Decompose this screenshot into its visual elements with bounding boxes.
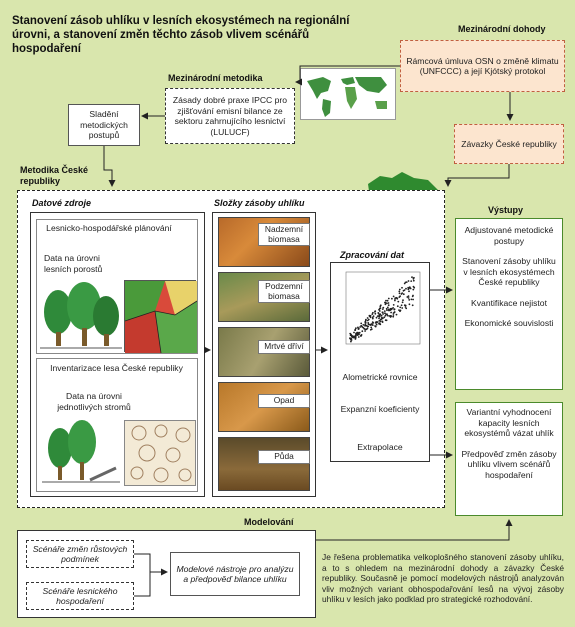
header-czech-methodology: Metodika České republiky [20, 165, 89, 186]
scatter-point [367, 322, 369, 324]
scatter-point [378, 317, 380, 319]
scatter-point [370, 317, 372, 319]
scatter-point [372, 312, 374, 314]
scatter-point [397, 305, 399, 307]
scatter-point [403, 293, 405, 295]
scatter-point [402, 299, 404, 301]
scatter-point [358, 328, 360, 330]
scatter-point [403, 290, 405, 292]
scatter-point [393, 314, 395, 316]
scatter-point [400, 310, 402, 312]
growth-scenarios-box: Scénáře změn růstových podmínek [26, 540, 134, 568]
scatter-point [391, 308, 393, 310]
scatter-point [387, 307, 389, 309]
processing-expansion: Expanzní koeficienty [340, 404, 420, 414]
scatter-point [362, 324, 364, 326]
scatter-point [360, 323, 362, 325]
scatter-point [355, 337, 357, 339]
scatter-point [388, 298, 390, 300]
scatter-point [380, 319, 382, 321]
scatter-point [350, 341, 352, 343]
scatter-point [391, 298, 393, 300]
scatter-point [401, 304, 403, 306]
header-intl-methodology: Mezinárodní metodika [168, 73, 263, 83]
scatter-point [386, 303, 388, 305]
component-deadwood: Mrtvé dříví [258, 340, 310, 354]
scatter-point [409, 286, 411, 288]
scatter-point [371, 328, 373, 330]
output-variant-evaluation: Variantní vyhodnocení kapacity lesních ekosystémů vázat uhlík [464, 407, 554, 438]
scatter-point [413, 277, 415, 279]
world-map [300, 68, 396, 120]
scatter-point [353, 337, 355, 339]
czech-commitments-box: Závazky České republiky [454, 124, 564, 164]
scatter-point [360, 325, 362, 327]
scatter-point [379, 324, 381, 326]
scatter-point [392, 316, 394, 318]
scatter-point [380, 304, 382, 306]
scatter-point [394, 311, 396, 313]
output-carbon-stock: Stanovení zásoby uhlíku v lesních ekosystémech České republiky [462, 256, 556, 287]
scatter-point [365, 322, 367, 324]
scatter-point [377, 312, 379, 314]
scatter-point [399, 307, 401, 309]
scatter-point [349, 338, 351, 340]
scatter-point [388, 302, 390, 304]
scatter-point [364, 325, 366, 327]
header-outputs: Výstupy [488, 205, 524, 215]
scatter-point [374, 313, 376, 315]
scatter-point [396, 297, 398, 299]
management-scenarios-box: Scénáře lesnického hospodaření [26, 582, 134, 610]
scatter-point [376, 324, 378, 326]
component-soil: Půda [258, 450, 310, 464]
scatter-point [401, 307, 403, 309]
scatter-point [394, 298, 396, 300]
scatter-point [398, 296, 400, 298]
scatter-point [354, 329, 356, 331]
scatter-point [378, 314, 380, 316]
scatter-point [364, 330, 366, 332]
scatter-point [361, 330, 363, 332]
scatter-point [394, 308, 396, 310]
scatter-point [375, 322, 377, 324]
scatter-point [367, 317, 369, 319]
forest-plans-label: Lesnicko-hospodářské plánování [46, 223, 172, 233]
scatter-point [350, 339, 352, 341]
scatter-point [372, 321, 374, 323]
header-carbon-components: Složky zásoby uhlíku [214, 198, 305, 208]
scatter-point [358, 333, 360, 335]
scatter-point [381, 317, 383, 319]
scatter-point [412, 304, 414, 306]
ipcc-box: Zásady dobré praxe IPCC pro zjišťování emisní bilance ze sektoru zahrnujícího lesnictví (LULUCF) [165, 88, 295, 144]
stand-map [124, 280, 196, 352]
scatter-point [413, 280, 415, 282]
scatter-point [406, 296, 408, 298]
inventory-label: Inventarizace lesa České republiky [50, 363, 183, 373]
scatter-point [402, 301, 404, 303]
scatter-point [379, 316, 381, 318]
scatter-point [408, 290, 410, 292]
scatter-point [360, 335, 362, 337]
scatter-point [389, 315, 391, 317]
scatter-point [404, 304, 406, 306]
scatter-point [370, 324, 372, 326]
header-intl-agreements: Mezinárodní dohody [458, 24, 546, 34]
scatter-point [399, 289, 401, 291]
trees-illustration-1 [40, 282, 122, 350]
scatter-point [385, 300, 387, 302]
component-aboveground: Nadzemní biomasa [258, 223, 310, 246]
processing-allometric: Alometrické rovnice [342, 372, 418, 382]
scatter-point [374, 325, 376, 327]
header-data-processing: Zpracování dat [340, 250, 405, 260]
scatter-point [367, 320, 369, 322]
scatter-point [382, 321, 384, 323]
scatter-point [412, 296, 414, 298]
scatter-point [379, 310, 381, 312]
scatter-point [382, 313, 384, 315]
scatter-point [388, 304, 390, 306]
outputs-bottom-box [455, 402, 563, 516]
scatter-point [353, 332, 355, 334]
scatter-point [404, 283, 406, 285]
plot-map [124, 420, 196, 486]
scatter-point [358, 336, 360, 338]
scatter-point [412, 299, 414, 301]
scatter-point [370, 315, 372, 317]
scatter-point [382, 307, 384, 309]
scatter-point [408, 280, 410, 282]
scatter-point [384, 312, 386, 314]
scatter-point [405, 288, 407, 290]
unfccc-box: Rámcová úmluva OSN o změně klimatu (UNFCCC) a její Kjótský protokol [400, 40, 565, 92]
component-photo-soil [218, 437, 310, 491]
scatter-point [393, 304, 395, 306]
scatter-point [376, 317, 378, 319]
scatter-point [413, 286, 415, 288]
scatter-point [351, 335, 353, 337]
scatter-point [380, 307, 382, 309]
component-litter: Opad [258, 394, 310, 408]
scatter-point [398, 291, 400, 293]
scatter-point [390, 312, 392, 314]
page-title: Stanovení zásob uhlíku v lesních ekosystémech na regionální úrovni, a stanovení změn těchto zásob vlivem scénářů hospodaření [12, 15, 350, 55]
scatter-point [407, 288, 409, 290]
scatter-point [385, 315, 387, 317]
scatter-point [365, 319, 367, 321]
output-uncertainty: Kvantifikace nejistot [471, 297, 547, 308]
scatter-point [355, 333, 357, 335]
forest-plans-detail: Data na úrovni lesních porostů [44, 253, 103, 274]
scatter-point [409, 303, 411, 305]
processing-extrapolation: Extrapolace [357, 442, 403, 452]
scatter-point [372, 317, 374, 319]
scatter-point [405, 306, 407, 308]
header-modeling: Modelování [244, 517, 294, 527]
component-belowground: Podzemní biomasa [258, 280, 310, 303]
scatter-point [393, 296, 395, 298]
output-methods: Adjustované metodické postupy [464, 225, 554, 246]
scatter-point [385, 319, 387, 321]
scatter-point [384, 302, 386, 304]
scatter-point [399, 292, 401, 294]
scatter-point [387, 300, 389, 302]
scatter-point [386, 308, 388, 310]
output-economics: Ekonomické souvislosti [464, 318, 554, 328]
scatter-point [412, 289, 414, 291]
scatter-point [382, 312, 384, 314]
output-prediction: Předpověď změn zásoby uhlíku vlivem scénářů hospodaření [461, 448, 557, 480]
trees-illustration-2 [42, 420, 120, 486]
outputs-top-box [455, 218, 563, 390]
inventory-detail: Data na úrovni jednotlivých stromů [57, 391, 131, 412]
scatter-point [380, 321, 382, 323]
scatter-point [408, 299, 410, 301]
scatter-point [385, 303, 387, 305]
description-note: Je řešena problematika velkoplošného stanovení zásoby uhlíku, a to s ohledem na mezinárodní dohody a závazky České republiky. Současně je pomocí modelových nástrojů analyzován vliv možných variant obhospodařování lesů na vývoj zásoby uhlíku v lesích jako podklad pro strategické rozhodování. [322, 552, 564, 605]
harmonization-box: Sladění metodických postupů [68, 104, 140, 146]
scatter-point [383, 316, 385, 318]
scatter-point [397, 301, 399, 303]
scatter-point [374, 311, 376, 313]
scatter-point [366, 328, 368, 330]
scatter-point [349, 333, 351, 335]
scatter-point [396, 314, 398, 316]
scatter-point [355, 327, 357, 329]
scatter-plot [338, 268, 424, 354]
scatter-point [366, 325, 368, 327]
scatter-point [401, 293, 403, 295]
scatter-point [411, 299, 413, 301]
scatter-point [411, 276, 413, 278]
scatter-point [384, 310, 386, 312]
scatter-point [370, 327, 372, 329]
scatter-point [410, 280, 412, 282]
scatter-point [386, 313, 388, 315]
model-tools-box: Modelové nástroje pro analýzu a předpověď bilance uhlíku [170, 552, 300, 596]
scatter-point [401, 287, 403, 289]
header-data-sources: Datové zdroje [32, 198, 92, 208]
